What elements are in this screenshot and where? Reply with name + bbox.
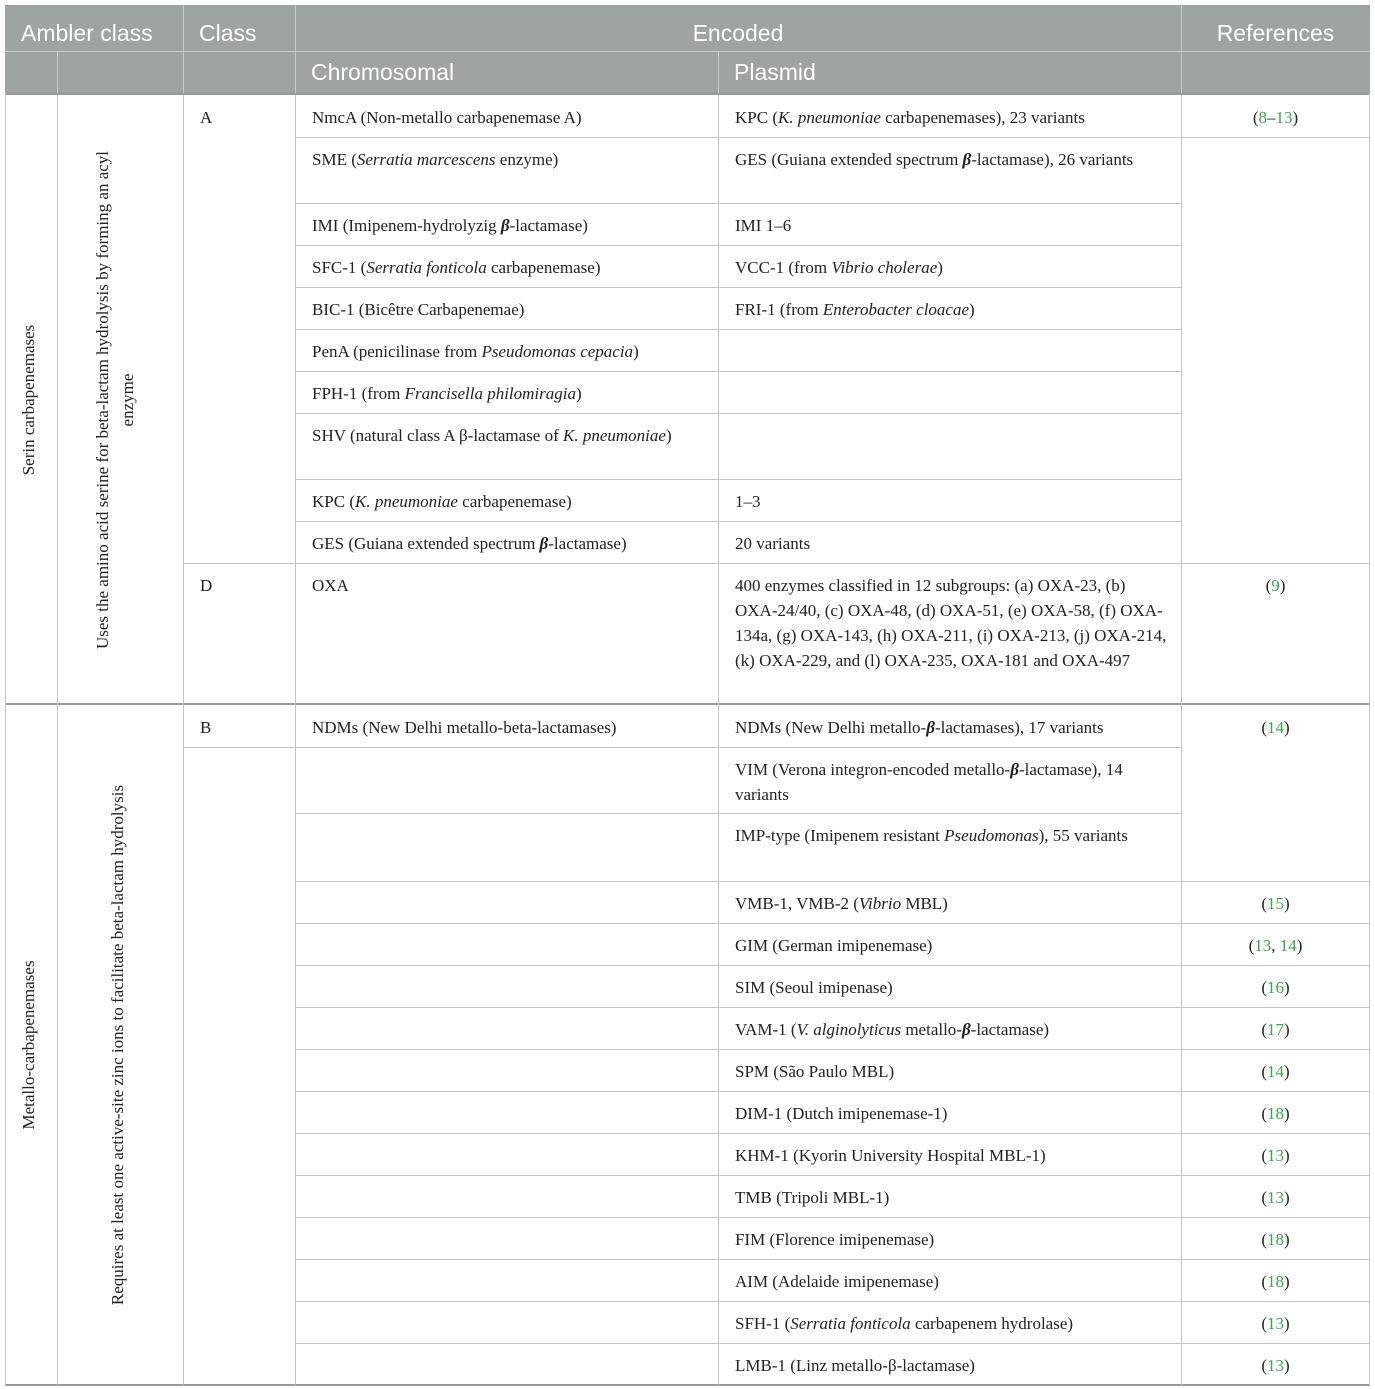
reference-link[interactable]: 16	[1267, 978, 1284, 997]
plasmid-cell: SIM (Seoul imipenase)	[735, 978, 893, 997]
references-cell: (15)	[1261, 894, 1290, 913]
reference-link[interactable]: 18	[1267, 1104, 1284, 1123]
plasmid-cell: KHM-1 (Kyorin University Hospital MBL-1)	[735, 1146, 1046, 1165]
table-left-border	[5, 93, 6, 1385]
group-separator	[5, 703, 1370, 705]
row-divider	[295, 479, 1181, 480]
class-cell: B	[200, 718, 212, 737]
chromosomal-cell: SHV (natural class A β-lactamase of K. pneumoniae)	[312, 426, 672, 445]
row-divider	[295, 371, 1181, 372]
row-divider	[295, 1343, 1370, 1344]
header-divider	[295, 5, 296, 93]
row-divider	[183, 563, 1370, 564]
references-cell: (16)	[1261, 978, 1290, 997]
plasmid-cell: IMP-type (Imipenem resistant Pseudomonas), 55 variants	[735, 826, 1128, 845]
row-divider	[295, 1301, 1370, 1302]
reference-link[interactable]: 17	[1267, 1020, 1284, 1039]
header-divider	[183, 5, 184, 93]
chromosomal-cell: GES (Guiana extended spectrum β-lactamase)	[312, 534, 627, 553]
plasmid-cell: KPC (K. pneumoniae carbapenemases), 23 variants	[735, 108, 1085, 127]
plasmid-cell: FRI-1 (from Enterobacter cloacae)	[735, 300, 975, 319]
group-description: Uses the amino acid serine for beta-lactam hydrolysis by forming an acyl enzyme	[93, 150, 137, 650]
row-divider	[295, 923, 1370, 924]
row-divider	[295, 965, 1370, 966]
references-cell: (9)	[1265, 576, 1286, 595]
plasmid-cell: DIM-1 (Dutch imipenemase-1)	[735, 1104, 948, 1123]
class-cell: A	[200, 108, 213, 127]
references-cell: (13)	[1261, 1314, 1290, 1333]
plasmid-cell: 1–3	[735, 492, 761, 511]
row-divider	[295, 813, 1181, 814]
references-cell: (13)	[1261, 1146, 1290, 1165]
column-divider	[183, 95, 184, 1385]
references-cell: (8–13)	[1252, 108, 1299, 127]
plasmid-cell: NDMs (New Delhi metallo-β-lactamases), 17 variants	[735, 718, 1104, 737]
row-divider	[295, 245, 1181, 246]
header-chromosomal	[295, 51, 718, 93]
header-divider	[718, 51, 719, 93]
row-divider	[295, 1259, 1370, 1260]
references-cell: (18)	[1261, 1230, 1290, 1249]
chromosomal-cell: FPH-1 (from Francisella philomiragia)	[312, 384, 582, 403]
plasmid-cell: VAM-1 (V. alginolyticus metallo-β-lactamase)	[735, 1020, 1050, 1039]
column-divider	[295, 95, 296, 1385]
reference-link[interactable]: 13	[1254, 936, 1272, 955]
plasmid-cell: VCC-1 (from Vibrio cholerae)	[735, 258, 943, 277]
references-cell: (18)	[1261, 1104, 1290, 1123]
class-cell: D	[200, 576, 213, 595]
reference-link[interactable]: 14	[1279, 936, 1297, 955]
reference-link[interactable]: 18	[1267, 1230, 1284, 1249]
header-plasmid	[718, 51, 1181, 93]
header-chromosomal-label: Chromosomal	[311, 59, 455, 85]
reference-link[interactable]: 13	[1275, 108, 1293, 127]
header-bottom-border	[5, 93, 1370, 95]
header-references	[1181, 5, 1370, 93]
row-divider	[295, 1007, 1370, 1008]
row-divider	[295, 287, 1181, 288]
row-divider	[295, 521, 1181, 522]
reference-link[interactable]: 9	[1271, 576, 1280, 595]
plasmid-cell: 20 variants	[735, 534, 811, 553]
plasmid-cell: LMB-1 (Linz metallo-β-lactamase)	[735, 1356, 975, 1375]
row-divider	[295, 203, 1181, 204]
row-divider	[183, 747, 1181, 748]
chromosomal-cell: IMI (Imipenem-hydrolyzig β-lactamase)	[312, 216, 588, 235]
references-cell: (17)	[1261, 1020, 1290, 1039]
row-divider	[295, 1133, 1370, 1134]
plasmid-cell: SFH-1 (Serratia fonticola carbapenem hydrolase)	[735, 1314, 1074, 1333]
header-ambler-class-label: Ambler class	[21, 20, 153, 46]
plasmid-cell: 400 enzymes classified in 12 subgroups: (a) OXA-23, (b) OXA-24/40, (c) OXA-48, (d) OXA-51, (e) OXA-58, (f) OXA-134a, (g) OXA-143, (h) OXA-211, (i) OXA-213, (j) OXA-214, (k) OXA-229, and (l) OXA-235, OXA-181 and OXA-497	[735, 576, 1167, 670]
reference-link[interactable]: 13	[1267, 1314, 1284, 1333]
chromosomal-cell: NmcA (Non-metallo carbapenemase A)	[312, 108, 582, 127]
chromosomal-cell: BIC-1 (Bicêtre Carbapenemae)	[312, 300, 525, 319]
references-cell: (14)	[1261, 718, 1290, 737]
references-cell: (13)	[1261, 1188, 1290, 1207]
group-name: Metallo-carbapenemases	[19, 960, 38, 1130]
chromosomal-cell: OXA	[312, 576, 349, 595]
header-references-label: References	[1216, 20, 1335, 46]
header-ambler-class	[5, 5, 183, 93]
group-description: Requires at least one active-site zinc ions to facilitate beta-lactam hydrolysis	[108, 784, 127, 1306]
row-divider	[295, 1217, 1370, 1218]
plasmid-cell: SPM (São Paulo MBL)	[735, 1062, 895, 1081]
group-name: Serin carbapenemases	[19, 324, 38, 476]
plasmid-cell: GIM (German imipenemase)	[735, 936, 933, 955]
reference-link[interactable]: 8	[1258, 108, 1267, 127]
reference-link[interactable]: 14	[1267, 718, 1284, 737]
reference-link[interactable]: 13	[1267, 1188, 1284, 1207]
reference-link[interactable]: 13	[1267, 1146, 1284, 1165]
chromosomal-cell: KPC (K. pneumoniae carbapenemase)	[312, 492, 572, 511]
references-cell: (13)	[1261, 1356, 1290, 1375]
plasmid-cell: IMI 1–6	[735, 216, 792, 235]
reference-link[interactable]: 13	[1267, 1356, 1284, 1375]
reference-link[interactable]: 18	[1267, 1272, 1284, 1291]
row-divider	[295, 413, 1181, 414]
row-divider	[295, 1049, 1370, 1050]
reference-link[interactable]: 15	[1267, 894, 1284, 913]
chromosomal-cell: SFC-1 (Serratia fonticola carbapenemase)	[312, 258, 601, 277]
header-encoded-label: Encoded	[692, 20, 784, 46]
plasmid-cell: GES (Guiana extended spectrum β-lactamase), 26 variants	[735, 150, 1134, 169]
header-class	[183, 5, 295, 93]
row-divider	[1181, 137, 1370, 138]
row-divider	[295, 1175, 1370, 1176]
table-bottom-border	[5, 1384, 1370, 1386]
plasmid-cell: TMB (Tripoli MBL-1)	[735, 1188, 890, 1207]
chromosomal-cell: NDMs (New Delhi metallo-beta-lactamases)	[312, 718, 617, 737]
references-cell: (14)	[1261, 1062, 1290, 1081]
header-divider	[1181, 5, 1182, 93]
references-cell: (13, 14)	[1248, 936, 1303, 955]
row-divider	[295, 1091, 1370, 1092]
column-divider	[718, 95, 719, 1385]
references-cell: (18)	[1261, 1272, 1290, 1291]
plasmid-cell: AIM (Adelaide imipenemase)	[735, 1272, 939, 1291]
plasmid-cell: VIM (Verona integron-encoded metallo-β-lactamase), 14 variants	[735, 760, 1123, 804]
chromosomal-cell: SME (Serratia marcescens enzyme)	[312, 150, 559, 169]
column-divider	[57, 95, 58, 1385]
chromosomal-cell: PenA (penicilinase from Pseudomonas cepacia)	[312, 342, 639, 361]
plasmid-cell: FIM (Florence imipenemase)	[735, 1230, 935, 1249]
header-divider	[5, 51, 1370, 52]
row-divider	[295, 329, 1181, 330]
header-plasmid-label: Plasmid	[734, 59, 816, 85]
row-divider	[295, 881, 1370, 882]
plasmid-cell: VMB-1, VMB-2 (Vibrio MBL)	[735, 894, 948, 913]
header-encoded	[295, 5, 1181, 51]
header-divider	[57, 51, 58, 93]
reference-link[interactable]: 14	[1267, 1062, 1284, 1081]
header-class-label: Class	[199, 20, 257, 46]
